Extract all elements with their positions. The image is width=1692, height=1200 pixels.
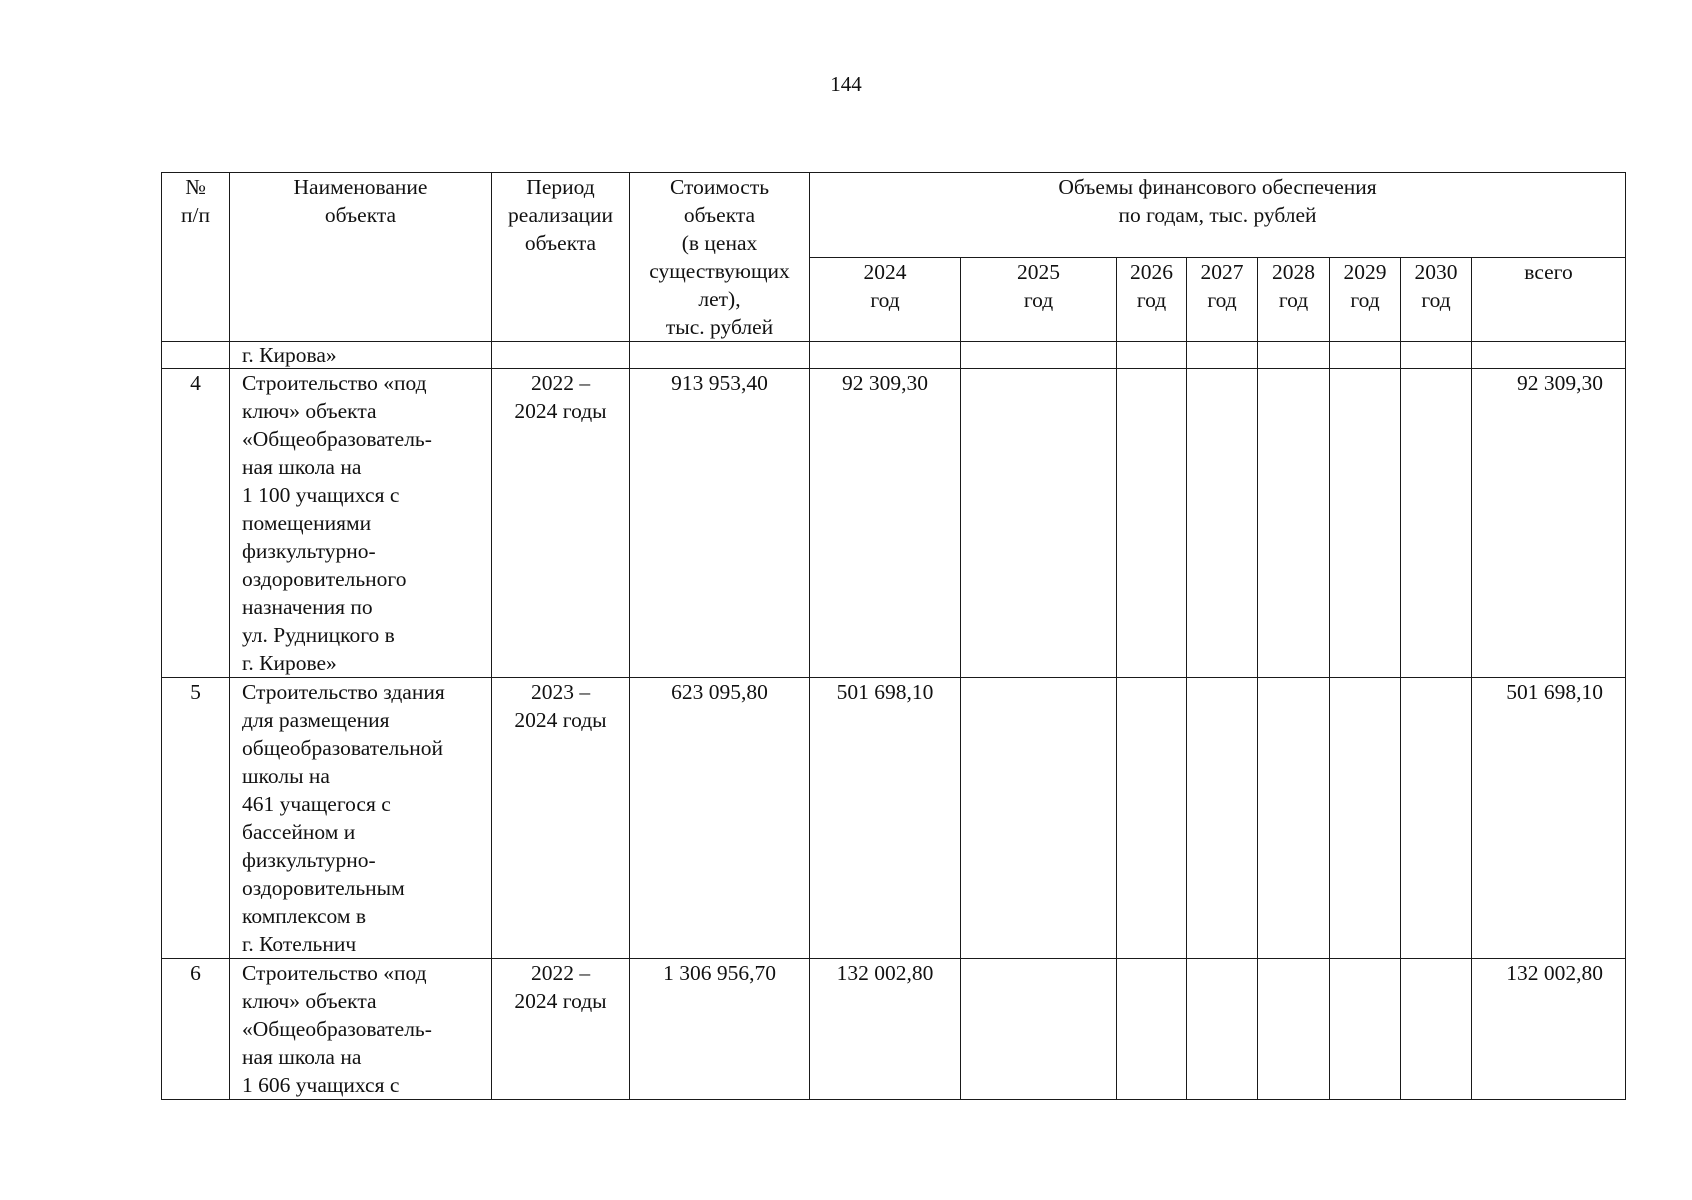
header-funding-group: Объемы финансового обеспечения по годам, тыс. рублей xyxy=(810,173,1626,258)
header-year-2026: 2026 год xyxy=(1117,257,1187,342)
cell-total xyxy=(1472,342,1626,369)
cell-year-2025 xyxy=(961,342,1117,369)
cell-name: Строительство «под ключ» объекта «Общеобразователь- ная школа на 1 100 учащихся с помещениями физкультурно- оздоровительного назначения по ул. Рудницкого в г. Кирове» xyxy=(230,369,492,678)
cell-year-2029 xyxy=(1330,369,1401,678)
cell-num: 6 xyxy=(162,959,230,1100)
cell-total: 501 698,10 xyxy=(1472,678,1626,959)
cell-year-2030 xyxy=(1401,959,1472,1100)
cell-year-2027 xyxy=(1187,678,1258,959)
cell-year-2026 xyxy=(1117,342,1187,369)
cell-year-2026 xyxy=(1117,678,1187,959)
funding-table xyxy=(161,172,1626,1100)
cell-year-2028 xyxy=(1258,342,1330,369)
header-cost: Стоимость объекта (в ценах существующих лет), тыс. рублей xyxy=(630,173,810,342)
cell-period: 2023 – 2024 годы xyxy=(492,678,630,959)
cell-year-2028 xyxy=(1258,678,1330,959)
cell-year-2024: 501 698,10 xyxy=(810,678,961,959)
cell-name: Строительство здания для размещения общеобразовательной школы на 461 учащегося с бассейном и физкультурно- оздоровительным комплексом в г. Котельнич xyxy=(230,678,492,959)
cell-period xyxy=(492,342,630,369)
cell-cost: 1 306 956,70 xyxy=(630,959,810,1100)
cell-cost xyxy=(630,342,810,369)
cell-year-2027 xyxy=(1187,959,1258,1100)
cell-cost: 913 953,40 xyxy=(630,369,810,678)
cell-year-2024: 92 309,30 xyxy=(810,369,961,678)
table-row xyxy=(162,369,1626,678)
cell-year-2024 xyxy=(810,342,961,369)
cell-year-2025 xyxy=(961,678,1117,959)
cell-name: г. Кирова» xyxy=(230,342,492,369)
header-num: № п/п xyxy=(162,173,230,342)
cell-total: 132 002,80 xyxy=(1472,959,1626,1100)
cell-num xyxy=(162,342,230,369)
cell-year-2028 xyxy=(1258,959,1330,1100)
cell-year-2025 xyxy=(961,369,1117,678)
cell-year-2025 xyxy=(961,959,1117,1100)
cell-year-2027 xyxy=(1187,342,1258,369)
cell-period: 2022 – 2024 годы xyxy=(492,369,630,678)
cell-year-2029 xyxy=(1330,959,1401,1100)
table-header xyxy=(162,173,1626,342)
table-row-continuation xyxy=(162,342,1626,369)
header-name: Наименование объекта xyxy=(230,173,492,342)
cell-year-2029 xyxy=(1330,342,1401,369)
cell-year-2027 xyxy=(1187,369,1258,678)
cell-year-2026 xyxy=(1117,369,1187,678)
cell-total: 92 309,30 xyxy=(1472,369,1626,678)
cell-cost: 623 095,80 xyxy=(630,678,810,959)
cell-year-2030 xyxy=(1401,369,1472,678)
cell-year-2026 xyxy=(1117,959,1187,1100)
header-year-2024: 2024 год xyxy=(810,257,961,342)
header-period: Период реализации объекта xyxy=(492,173,630,342)
table-row xyxy=(162,678,1626,959)
header-year-2030: 2030 год xyxy=(1401,257,1472,342)
header-year-2029: 2029 год xyxy=(1330,257,1401,342)
cell-year-2030 xyxy=(1401,342,1472,369)
cell-year-2030 xyxy=(1401,678,1472,959)
cell-year-2029 xyxy=(1330,678,1401,959)
cell-year-2024: 132 002,80 xyxy=(810,959,961,1100)
table-row xyxy=(162,959,1626,1100)
cell-year-2028 xyxy=(1258,369,1330,678)
page-number: 144 xyxy=(830,72,862,96)
cell-num: 5 xyxy=(162,678,230,959)
header-year-2028: 2028 год xyxy=(1258,257,1330,342)
header-year-2025: 2025 год xyxy=(961,257,1117,342)
cell-num: 4 xyxy=(162,369,230,678)
header-year-2027: 2027 год xyxy=(1187,257,1258,342)
header-total: всего xyxy=(1472,257,1626,342)
cell-period: 2022 – 2024 годы xyxy=(492,959,630,1100)
cell-name: Строительство «под ключ» объекта «Общеобразователь- ная школа на 1 606 учащихся с xyxy=(230,959,492,1100)
